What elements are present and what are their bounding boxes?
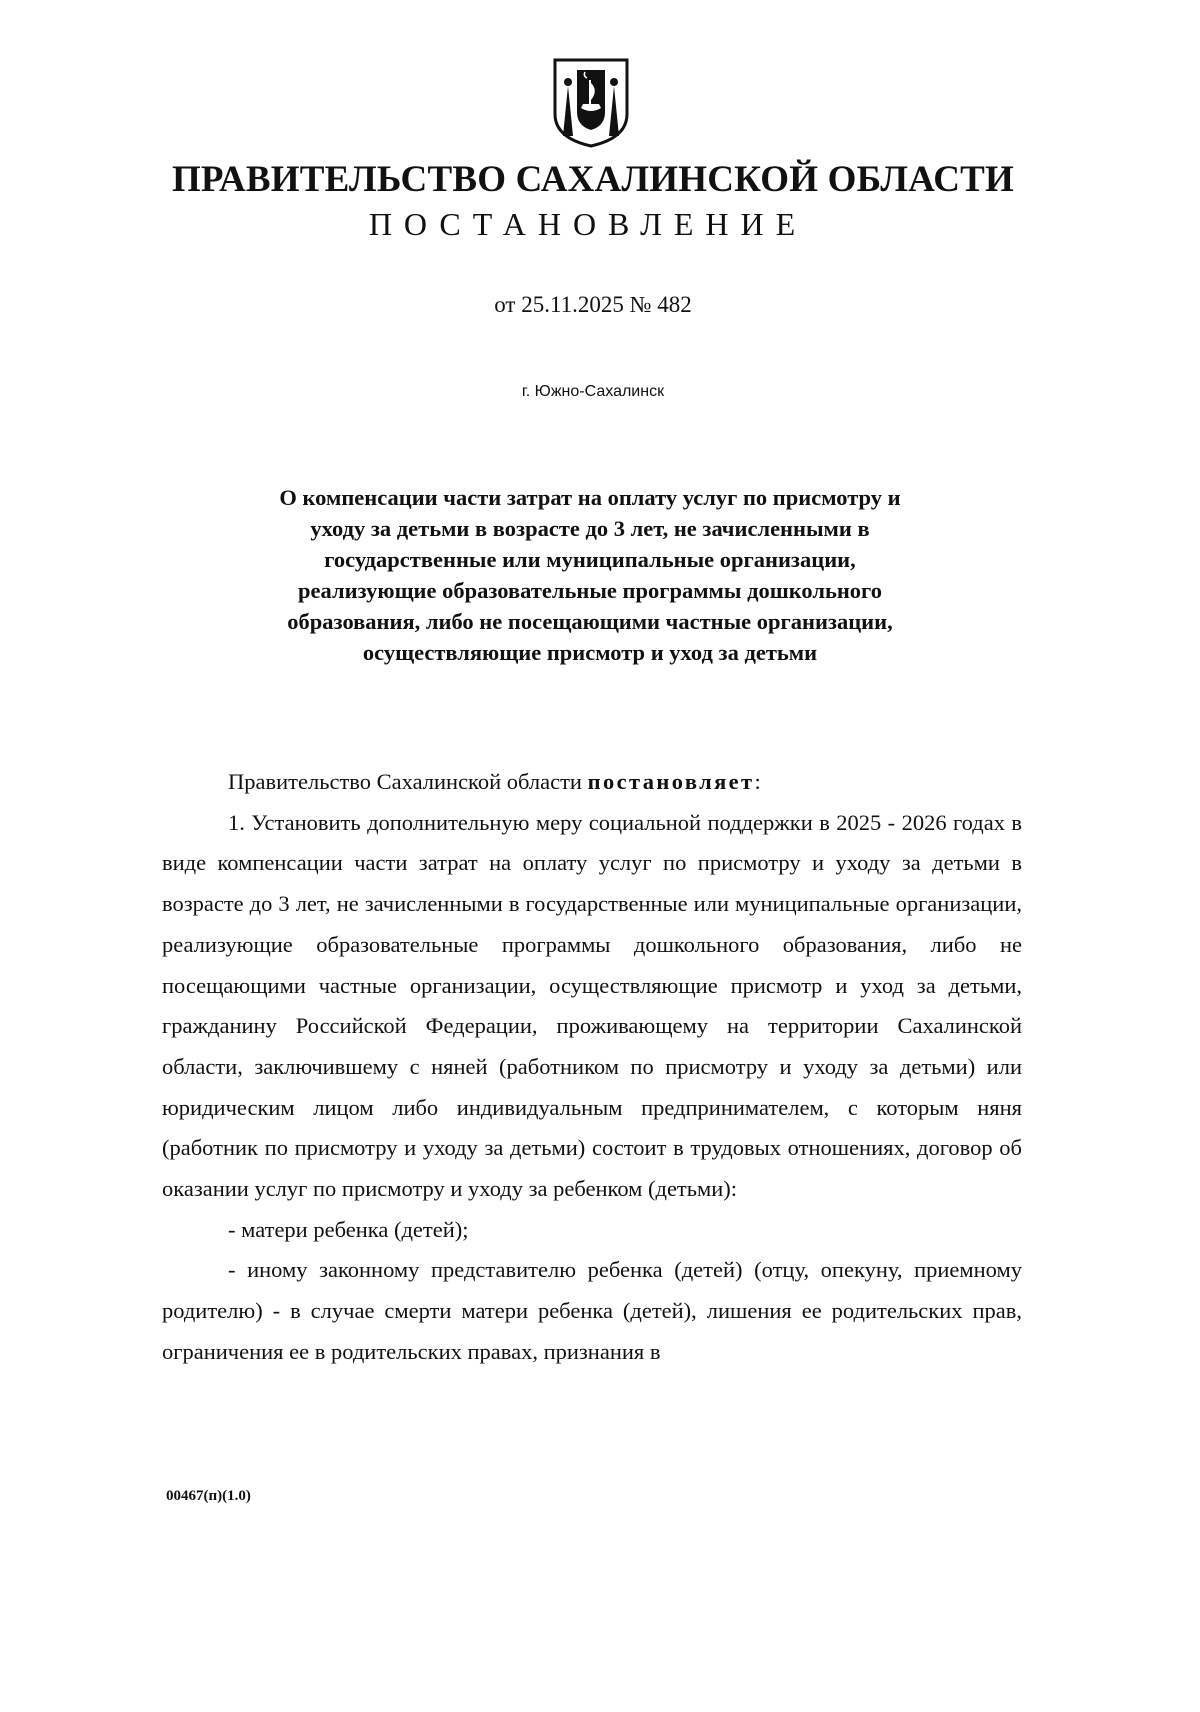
document-date-number: от 25.11.2025 № 482: [494, 292, 692, 317]
list-item-mother: - матери ребенка (детей);: [228, 1216, 469, 1242]
preamble-verb: постановляет: [587, 769, 755, 794]
preamble-text: Правительство Сахалинской области: [228, 769, 588, 794]
government-name: ПРАВИТЕЛЬСТВО САХАЛИНСКОЙ ОБЛАСТИ: [171, 159, 1015, 200]
sakhalin-coat-of-arms-icon: [551, 56, 631, 148]
document-type: ПОСТАНОВЛЕНИЕ: [368, 206, 808, 242]
preamble: [162, 762, 1022, 803]
paragraph-1: 1. Установить дополнительную меру социальной поддержки в 2025 - 2026 годах в виде компенсации части затрат на оплату услуг по присмотру и уходу за детьми в возрасте до 3 лет, не зачисленными в государственные или муниципальные организации, реализующие образовательные программы дошкольного образования, либо не посещающими частные организации, осуществляющие присмотр и уход за детьми, гражданину Российской Федерации, проживающему на территории Сахалинской области, заключившему с няней (работником по присмотру и уходу за детьми) или юридическим лицом либо индивидуальным предпринимателем, с которым няня (работник по присмотру и уходу за детьми) состоит в трудовых отношениях, договор об оказании услуг по присмотру и уходу за ребенком (детьми):: [162, 809, 1022, 1202]
preamble-colon: :: [754, 769, 761, 794]
document-city: г. Южно-Сахалинск: [521, 383, 665, 400]
document-body: [162, 762, 1022, 1373]
document-heading: О компенсации части затрат на оплату услуг по присмотру и уходу за детьми в возрасте до 3 лет, не зачисленными в государственные или муниципальные организации, реализующие образовательные программы дошкольного образования, либо не посещающими частные организации, осуществляющие присмотр и уход за детьми: [279, 485, 901, 665]
footer-document-code: 00467(п)(1.0): [166, 1488, 251, 1504]
list-item-other-representative: - иному законному представителю ребенка (детей) (отцу, опекуну, приемному родителю) - в случае смерти матери ребенка (детей), лишения ее родительских прав, ограничения ее в родительских правах, признания в: [162, 1257, 1022, 1364]
